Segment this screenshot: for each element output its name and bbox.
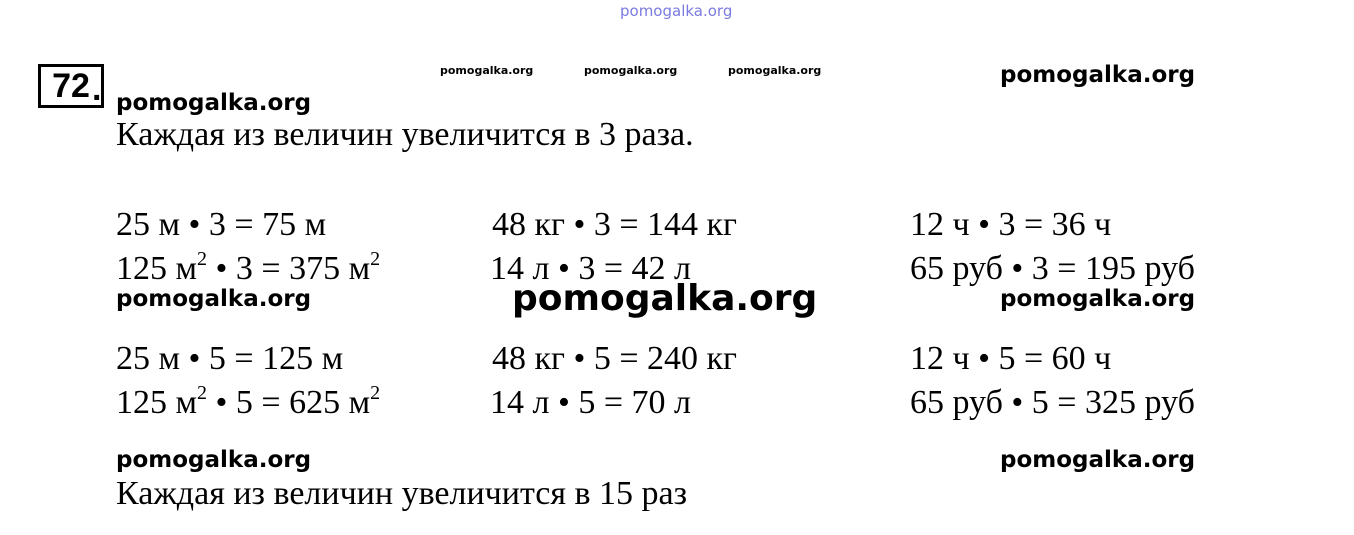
equation-area-left: 125 м: [116, 384, 198, 421]
equation-area: [116, 384, 380, 422]
problem-number: 72: [38, 64, 104, 108]
watermark-label: pomogalka.org: [116, 286, 312, 312]
watermark-top: pomogalka.org: [620, 2, 733, 20]
watermark-label: pomogalka.org: [1000, 286, 1196, 312]
watermark-label: pomogalka.org: [1000, 62, 1196, 88]
equation-time: 12 ч • 3 = 36 ч: [910, 206, 1112, 243]
watermark-small: pomogalka.org: [440, 64, 534, 77]
equation-area-right: • 5 = 625 м: [207, 384, 371, 421]
equation-money: 65 руб • 5 = 325 руб: [910, 384, 1195, 421]
equation-area-right: • 3 = 375 м: [207, 250, 371, 287]
equation-volume: 14 л • 5 = 70 л: [490, 384, 692, 421]
equation-length: 25 м • 5 = 125 м: [116, 340, 344, 377]
equation-area-left: 125 м: [116, 250, 198, 287]
sentence-factor-3: Каждая из величин увеличится в 3 раза.: [116, 116, 694, 153]
equation-volume: 14 л • 3 = 42 л: [490, 250, 692, 287]
watermark-label: pomogalka.org: [1000, 447, 1196, 473]
equation-money: 65 руб • 3 = 195 руб: [910, 250, 1195, 287]
exponent: 2: [197, 382, 208, 404]
sentence-factor-15: Каждая из величин увеличится в 15 раз: [116, 475, 688, 512]
watermark-label: pomogalka.org: [116, 447, 312, 473]
watermark-center: pomogalka.org: [512, 278, 818, 319]
watermark-label: pomogalka.org: [116, 90, 312, 116]
equation-length: 25 м • 3 = 75 м: [116, 206, 327, 243]
equation-mass: 48 кг • 5 = 240 кг: [492, 340, 738, 377]
equation-mass: 48 кг • 3 = 144 кг: [492, 206, 738, 243]
watermark-small: pomogalka.org: [728, 64, 822, 77]
equation-area: [116, 250, 380, 288]
problem-number-dot: .: [92, 70, 102, 108]
exponent: 2: [370, 248, 381, 270]
exponent: 2: [370, 382, 381, 404]
watermark-small: pomogalka.org: [584, 64, 678, 77]
exponent: 2: [197, 248, 208, 270]
equation-time: 12 ч • 5 = 60 ч: [910, 340, 1112, 377]
